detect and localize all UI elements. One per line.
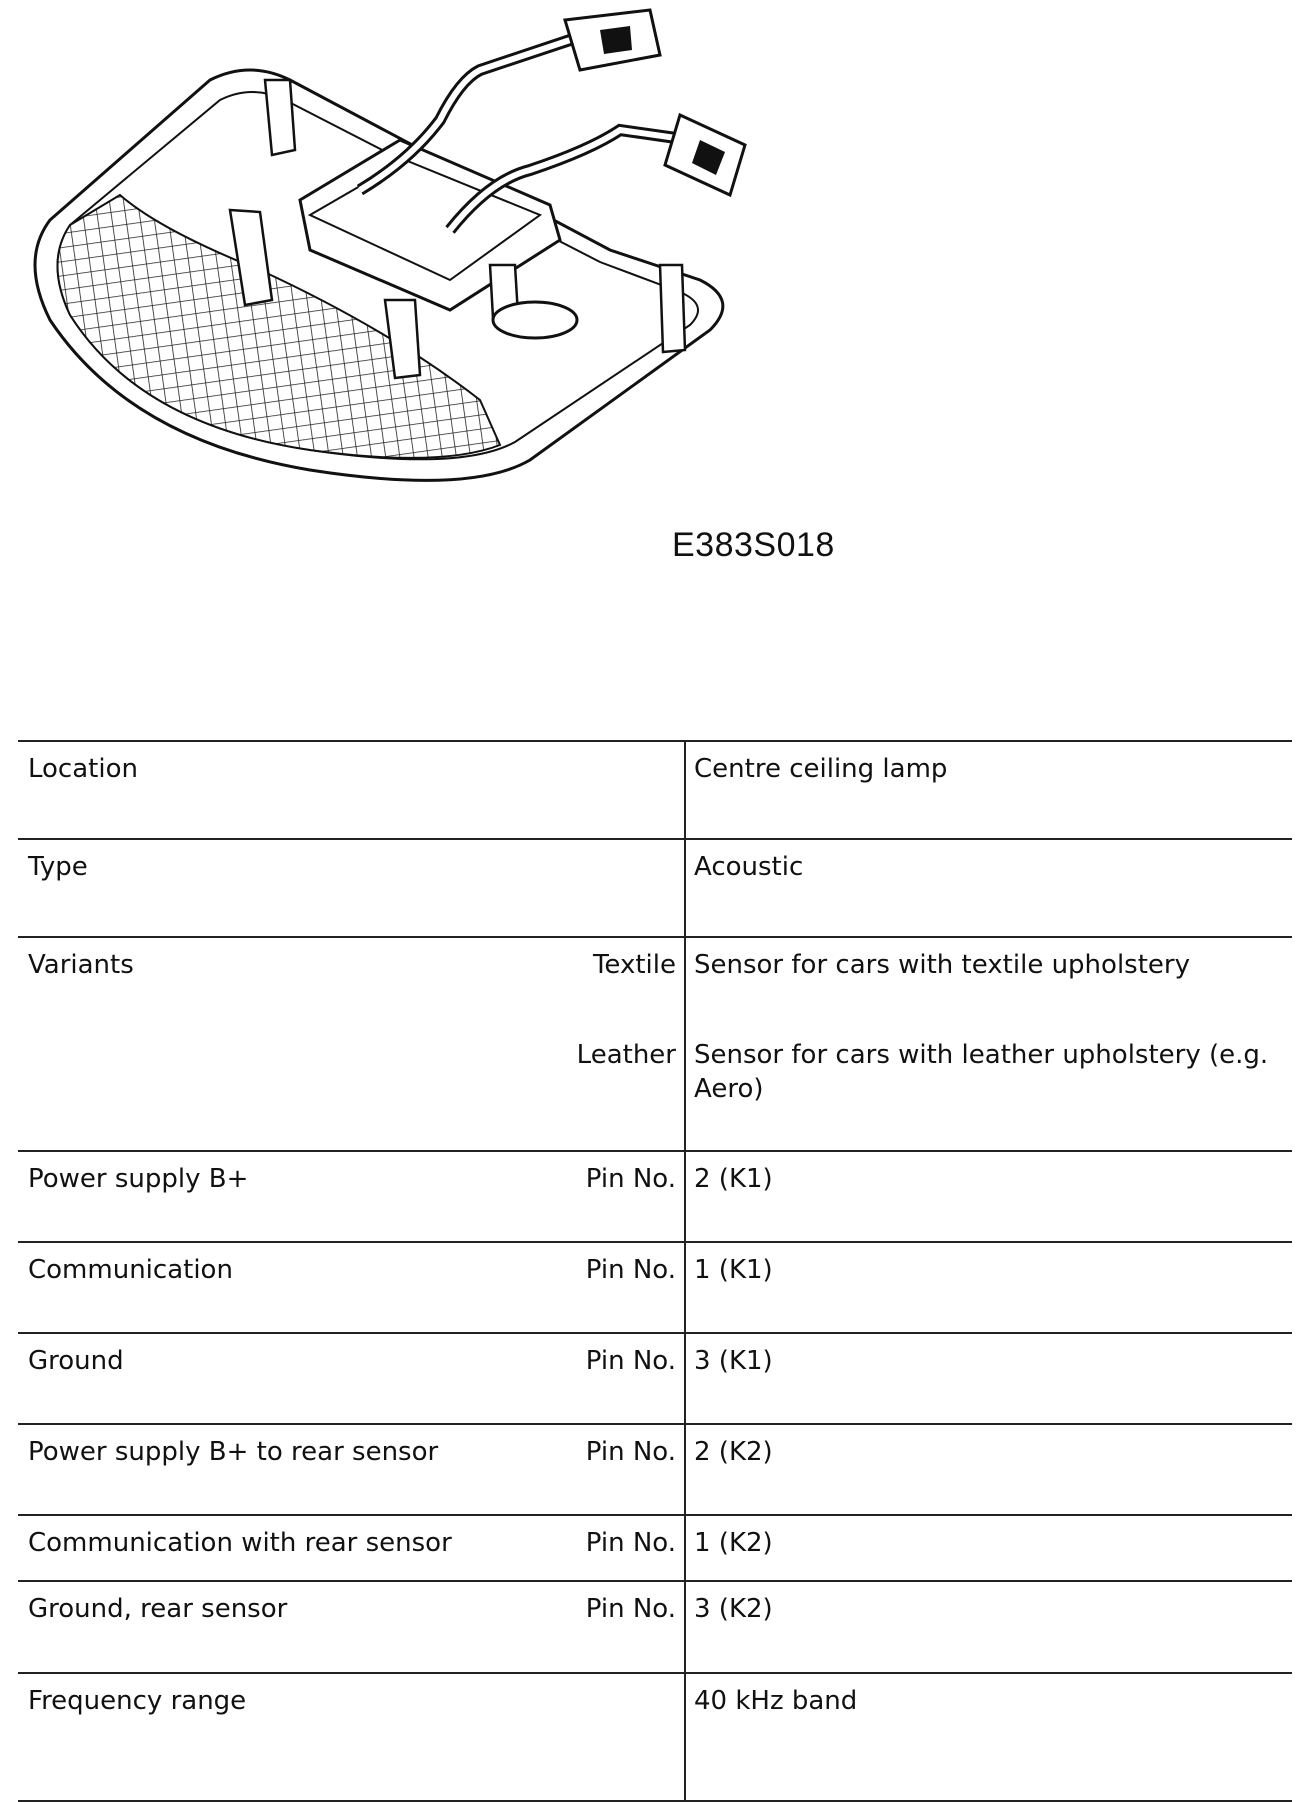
row-label: Ground, rear sensor <box>28 1594 288 1624</box>
row-value: 1 (K1) <box>685 1242 1292 1333</box>
row-value: Centre ceiling lamp <box>685 741 1292 839</box>
row-label: Type <box>28 852 88 882</box>
table-row <box>18 937 1292 1151</box>
oval-opening <box>493 302 577 338</box>
row-value: 2 (K1) <box>685 1151 1292 1242</box>
table-row <box>18 1151 1292 1242</box>
table-row <box>18 741 1292 839</box>
table-row <box>18 1242 1292 1333</box>
table-row <box>18 1581 1292 1673</box>
pin-label: Pin No. <box>585 1346 676 1376</box>
variant-textile-value: Sensor for cars with textile upholstery <box>694 950 1190 980</box>
row-value: Acoustic <box>685 839 1292 937</box>
row-label: Communication with rear sensor <box>28 1528 452 1558</box>
pin-label: Pin No. <box>585 1594 676 1624</box>
table-row <box>18 839 1292 937</box>
pin-label: Pin No. <box>585 1255 676 1285</box>
table-row <box>18 1333 1292 1424</box>
row-value: 3 (K1) <box>685 1333 1292 1424</box>
row-label: Location <box>28 754 138 784</box>
ceiling-lamp-sensor-drawing <box>10 0 770 520</box>
table-row <box>18 1515 1292 1581</box>
row-label: Ground <box>28 1346 124 1376</box>
clip <box>660 265 685 352</box>
pin-label: Pin No. <box>585 1528 676 1558</box>
pin-label: Pin No. <box>585 1437 676 1467</box>
row-label: Power supply B+ to rear sensor <box>28 1437 439 1467</box>
row-label: Variants <box>28 950 134 980</box>
row-value: 40 kHz band <box>685 1673 1292 1801</box>
specification-table <box>18 740 1292 1802</box>
row-value: 1 (K2) <box>685 1515 1292 1581</box>
row-label: Frequency range <box>28 1686 247 1716</box>
row-label: Communication <box>28 1255 233 1285</box>
table-row <box>18 1673 1292 1801</box>
figure-code: E383S018 <box>672 526 835 564</box>
row-value: 3 (K2) <box>685 1581 1292 1673</box>
variant-leather-value: Sensor for cars with leather upholstery (e.g. Aero) <box>694 1040 1269 1104</box>
row-value: 2 (K2) <box>685 1424 1292 1515</box>
variant-leather-label: Leather <box>576 1040 676 1070</box>
variant-textile-label: Textile <box>592 950 676 980</box>
row-label: Power supply B+ <box>28 1164 249 1194</box>
table-row <box>18 1424 1292 1515</box>
pin-label: Pin No. <box>585 1164 676 1194</box>
